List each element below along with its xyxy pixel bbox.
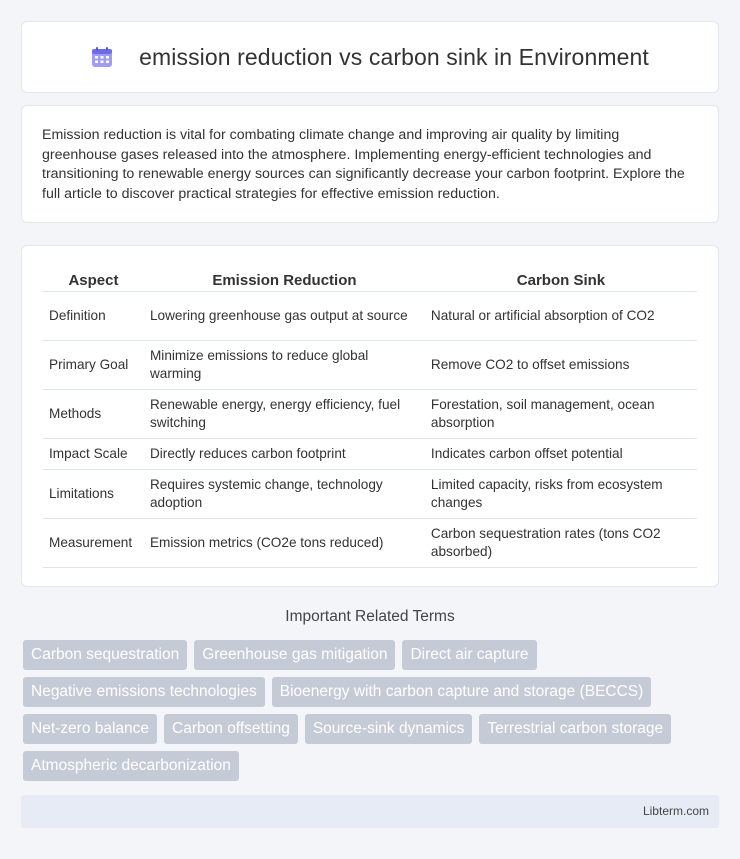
- table-cell: Natural or artificial absorption of CO2: [425, 292, 697, 341]
- table-cell: Forestation, soil management, ocean absorption: [425, 390, 697, 439]
- table-cell: Directly reduces carbon footprint: [144, 439, 425, 470]
- related-term-tag[interactable]: Carbon sequestration: [23, 640, 187, 670]
- table-cell: Requires systemic change, technology adoption: [144, 470, 425, 519]
- table-cell: Carbon sequestration rates (tons CO2 absorbed): [425, 519, 697, 568]
- related-term-tag[interactable]: Terrestrial carbon storage: [479, 714, 671, 744]
- related-term-tag[interactable]: Atmospheric decarbonization: [23, 751, 239, 781]
- table-header-row: [43, 266, 697, 292]
- table-cell: Minimize emissions to reduce global warming: [144, 341, 425, 390]
- calendar-icon: [91, 46, 113, 68]
- column-header: Carbon Sink: [425, 266, 697, 292]
- page-title: emission reduction vs carbon sink in Environment: [139, 43, 649, 70]
- table-cell: Lowering greenhouse gas output at source: [144, 292, 425, 341]
- table-cell: Impact Scale: [43, 439, 144, 470]
- related-term-tag[interactable]: Net-zero balance: [23, 714, 157, 744]
- table-cell: Limited capacity, risks from ecosystem changes: [425, 470, 697, 519]
- table-cell: Measurement: [43, 519, 144, 568]
- table-row: [43, 390, 697, 439]
- related-term-tag[interactable]: Source-sink dynamics: [305, 714, 473, 744]
- column-header: Emission Reduction: [144, 266, 425, 292]
- intro-card: [21, 105, 719, 223]
- header-card: [21, 21, 719, 93]
- table-row: [43, 470, 697, 519]
- footer: [21, 795, 719, 828]
- related-term-tag[interactable]: Carbon offsetting: [164, 714, 298, 744]
- table-cell: Emission metrics (CO2e tons reduced): [144, 519, 425, 568]
- related-term-tag[interactable]: Negative emissions technologies: [23, 677, 265, 707]
- table-row: [43, 519, 697, 568]
- table-cell: Renewable energy, energy efficiency, fuel switching: [144, 390, 425, 439]
- comparison-table-card: [21, 245, 719, 587]
- table-row: [43, 292, 697, 341]
- table-cell: Methods: [43, 390, 144, 439]
- table-cell: Remove CO2 to offset emissions: [425, 341, 697, 390]
- column-header: Aspect: [43, 266, 144, 292]
- table-cell: Definition: [43, 292, 144, 341]
- related-term-tag[interactable]: Direct air capture: [402, 640, 536, 670]
- table-cell: Limitations: [43, 470, 144, 519]
- table-row: [43, 439, 697, 470]
- footer-site-link[interactable]: Libterm.com: [642, 804, 709, 818]
- table-row: [43, 341, 697, 390]
- table-cell: Primary Goal: [43, 341, 144, 390]
- related-terms-title: Important Related Terms: [285, 608, 455, 625]
- related-terms-list: [23, 640, 723, 788]
- table-cell: Indicates carbon offset potential: [425, 439, 697, 470]
- comparison-table: [43, 266, 697, 568]
- related-term-tag[interactable]: Bioenergy with carbon capture and storage (BECCS): [272, 677, 652, 707]
- intro-text: Emission reduction is vital for combating climate change and improving air quality by limiting greenhouse gases released into the atmosphere. Implementing energy-efficient technologies and transitioning to renewable energy sources can significantly decrease your carbon footprint. Explore the full article to discover practical strategies for effective emission reduction.: [42, 127, 685, 202]
- related-term-tag[interactable]: Greenhouse gas mitigation: [194, 640, 395, 670]
